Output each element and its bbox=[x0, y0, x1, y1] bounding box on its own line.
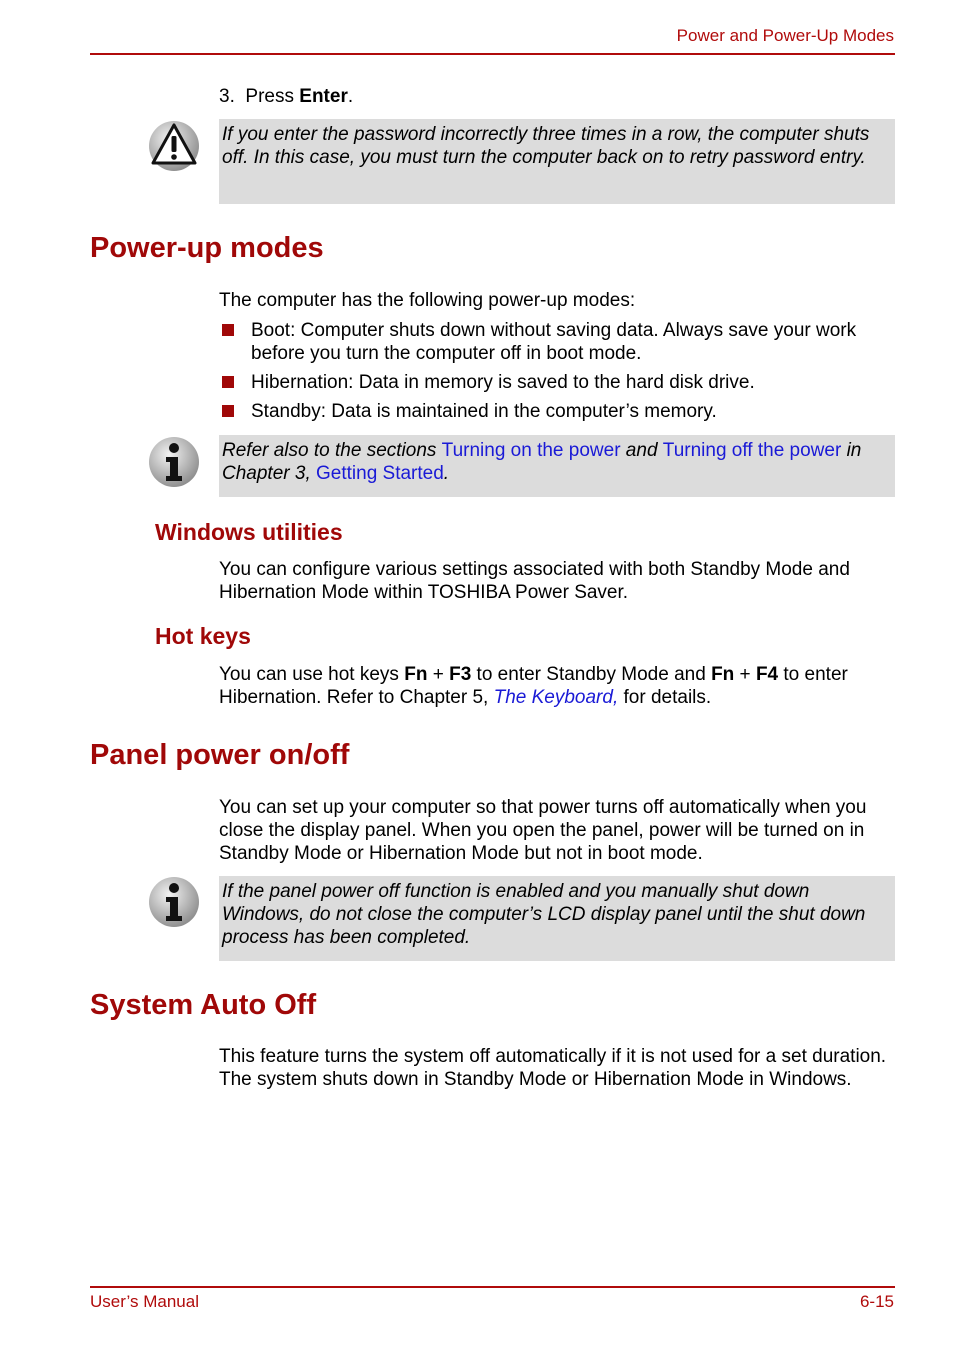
step-number: 3. bbox=[219, 86, 235, 107]
bullet-standby: Standby: Data is maintained in the computer’s memory. bbox=[251, 401, 717, 422]
heading-panel-power: Panel power on/off bbox=[90, 739, 350, 771]
enter-key-label: Enter bbox=[299, 86, 348, 107]
header-rule bbox=[90, 53, 895, 55]
link-turning-on-the-power[interactable]: Turning on the power bbox=[441, 440, 621, 461]
windows-utilities-text: You can configure various settings associated with both Standby Mode and Hibernation Mode within TOSHIBA Power Saver. bbox=[219, 559, 850, 603]
heading-windows-utilities: Windows utilities bbox=[155, 519, 343, 545]
footer-page-number: 6-15 bbox=[859, 1292, 894, 1311]
heading-system-auto-off: System Auto Off bbox=[90, 989, 317, 1021]
bullet-marker bbox=[222, 376, 234, 388]
warning-triangle-icon bbox=[148, 120, 200, 172]
power-up-intro: The computer has the following power-up modes: bbox=[219, 290, 636, 311]
hot-keys-segment: + bbox=[734, 664, 756, 685]
heading-power-up-modes: Power-up modes bbox=[90, 232, 324, 264]
bullet-marker bbox=[222, 324, 234, 336]
refer-text: in Chapter 3, bbox=[222, 440, 862, 484]
link-getting-started[interactable]: Getting Started bbox=[316, 463, 444, 484]
link-turning-off-the-power[interactable]: Turning off the power bbox=[662, 440, 842, 461]
link-the-keyboard[interactable]: The Keyboard, bbox=[493, 687, 619, 708]
refer-text: and bbox=[620, 440, 663, 461]
footer-manual-title: User’s Manual bbox=[90, 1292, 199, 1311]
step-3 bbox=[219, 85, 353, 108]
hot-keys-segment: for details. bbox=[618, 687, 712, 708]
key-fn: Fn bbox=[404, 664, 428, 685]
panel-power-text: You can set up your computer so that power turns off automatically when you close the display panel. When you open the panel, power will be turned on in Standby Mode or Hibernation Mode but not in boot mode. bbox=[219, 797, 867, 864]
hot-keys-segment: + bbox=[427, 664, 450, 685]
warning-note: If you enter the password incorrectly three times in a row, the computer shuts off. In this case, you must turn the computer back on to retry password entry. bbox=[219, 119, 895, 204]
panel-power-note: If the panel power off function is enabled and you manually shut down Windows, do not close the computer’s LCD display panel until the shut down process has been completed. bbox=[219, 876, 895, 961]
footer-rule bbox=[90, 1286, 895, 1288]
key-f4: F4 bbox=[755, 664, 779, 685]
running-header: Power and Power-Up Modes bbox=[676, 26, 894, 45]
heading-hot-keys: Hot keys bbox=[155, 623, 251, 649]
info-icon bbox=[148, 876, 200, 928]
bullet-hibernation: Hibernation: Data in memory is saved to the hard disk drive. bbox=[251, 372, 755, 393]
hot-keys-text bbox=[219, 663, 895, 709]
hot-keys-segment: to enter Hibernation. Refer to Chapter 5, bbox=[219, 664, 848, 708]
bullet-marker bbox=[222, 405, 234, 417]
hot-keys-segment: You can use hot keys bbox=[219, 664, 405, 685]
info-icon bbox=[148, 436, 200, 488]
key-f3: F3 bbox=[449, 664, 472, 685]
step-punct: . bbox=[347, 86, 354, 107]
bullet-boot: Boot: Computer shuts down without saving data. Always save your work before you turn the computer off in boot mode. bbox=[251, 320, 857, 364]
refer-text: . bbox=[443, 463, 450, 484]
refer-note bbox=[219, 435, 895, 497]
step-text: Press bbox=[245, 86, 300, 107]
system-auto-off-text: This feature turns the system off automatically if it is not used for a set duration. The system shuts down in Standby Mode or Hibernation Mode in Windows. bbox=[219, 1046, 887, 1090]
refer-text: Refer also to the sections bbox=[222, 440, 442, 461]
hot-keys-segment: to enter Standby Mode and bbox=[471, 664, 712, 685]
key-fn: Fn bbox=[711, 664, 735, 685]
